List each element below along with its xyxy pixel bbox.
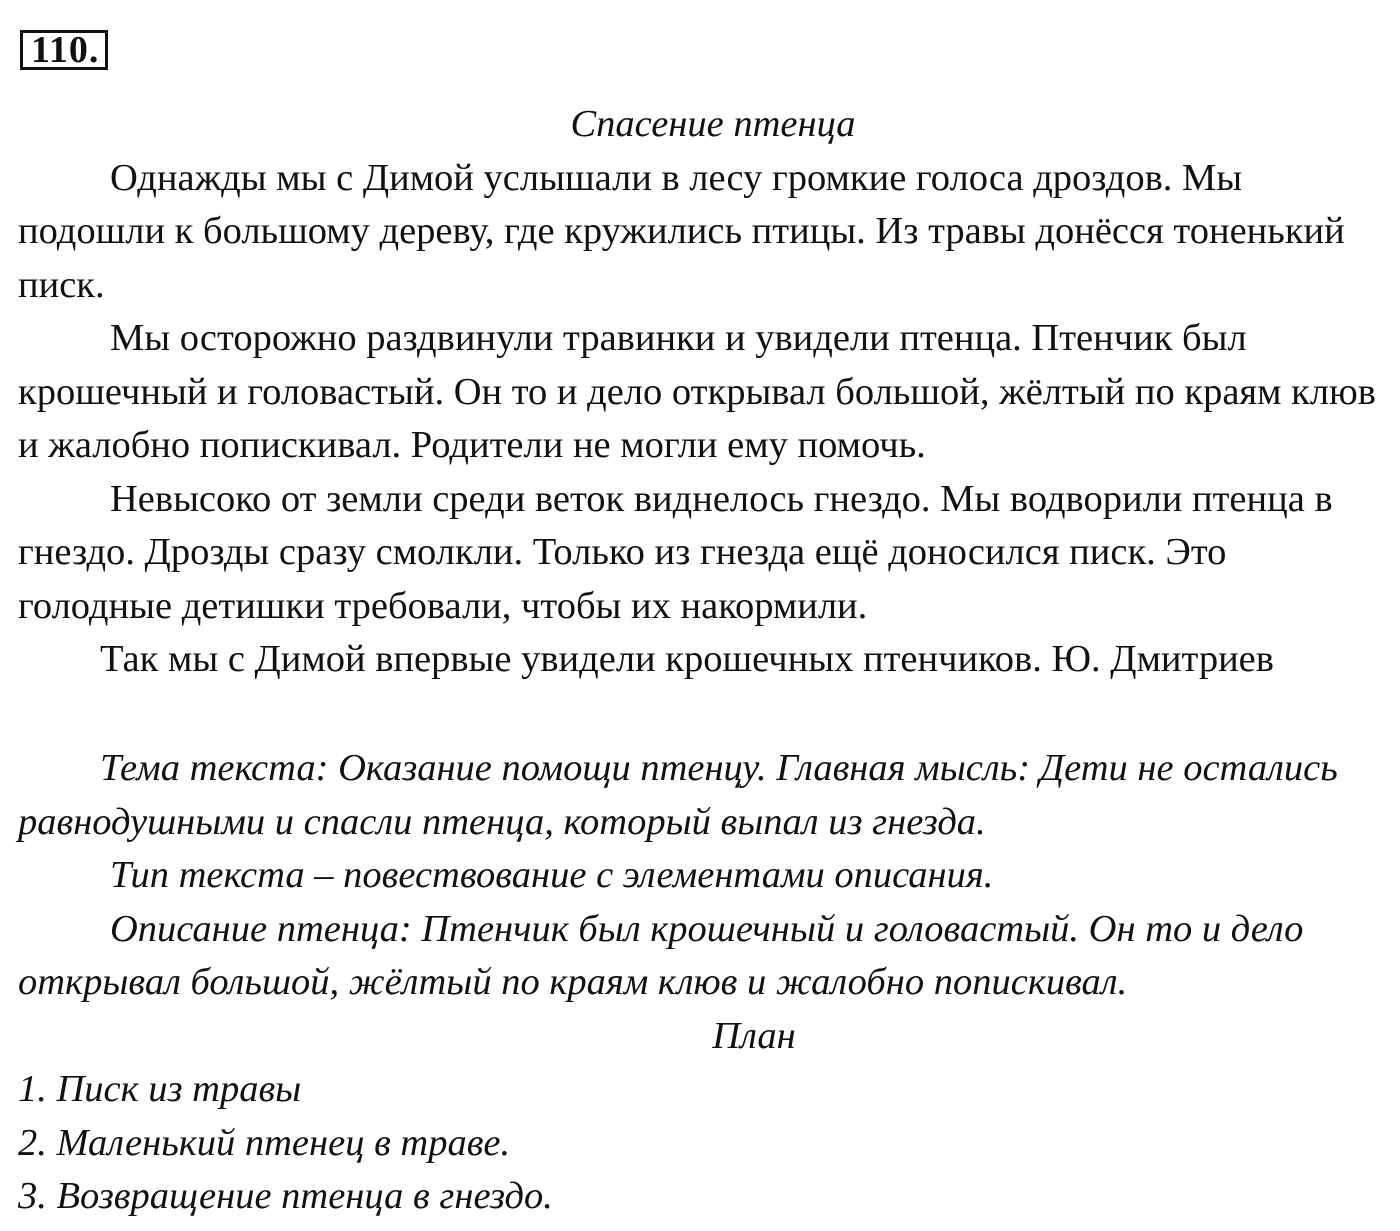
paragraph-3: Невысоко от земли среди веток виднелось гнездо. Мы водворили птенца в гнездо. Дрозды сразу смолкли. Только из гнезда ещё доносился писк. Это голодные детишки требовали, чтобы их накормили.	[18, 477, 1333, 627]
task-number-box	[20, 30, 108, 70]
plan-item: 1. Писк из травы	[18, 1068, 302, 1110]
paragraph-4: Так мы с Димой впервые увидели крошечных птенчиков. Ю. Дмитриев	[100, 638, 1274, 680]
theme-and-main-idea: Тема текста: Оказание помощи птенцу. Главная мысль: Дети не остались равнодушными и спасли птенца, который выпал из гнезда.	[18, 747, 1338, 843]
chick-description: Описание птенца: Птенчик был крошечный и головастый. Он то и дело открывал большой, жёлтый по краям клюв и жалобно попискивал.	[18, 907, 1304, 1003]
plan-item: 3. Возвращение птенца в гнездо.	[18, 1175, 553, 1217]
paragraph-1: Однажды мы с Димой услышали в лесу громкие голоса дроздов. Мы подошли к большому дереву, где кружились птицы. Из травы донёсся тоненький писк.	[18, 156, 1345, 306]
text-analysis	[18, 742, 1388, 1224]
plan-title: План	[712, 1014, 796, 1057]
paragraph-2: Мы осторожно раздвинули травинки и увидели птенца. Птенчик был крошечный и головастый. Он то и дело открывал большой, жёлтый по краям клюв и жалобно попискивал. Родители не могли ему помочь.	[18, 317, 1376, 466]
source-text	[18, 98, 1388, 687]
text-title: Спасение птенца	[570, 103, 856, 145]
task-number: 110.	[31, 29, 100, 71]
text-type: Тип текста – повествование с элементами описания.	[110, 854, 994, 896]
plan-item: 2. Маленький птенец в траве.	[18, 1121, 511, 1164]
